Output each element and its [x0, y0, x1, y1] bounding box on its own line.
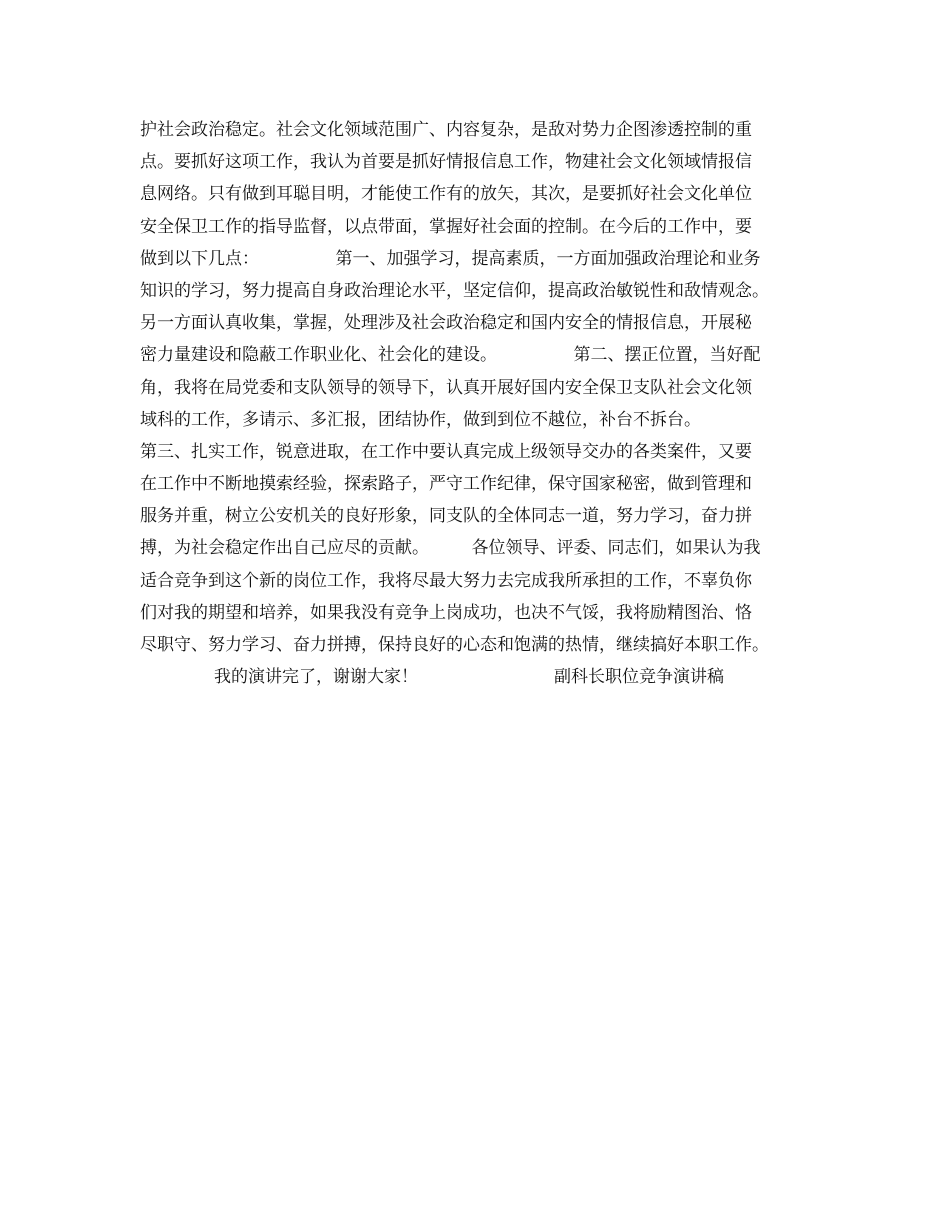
- text-line: 角，我将在局党委和支队领导的领导下，认真开展好国内安全保卫支队社会文化领: [140, 377, 752, 398]
- text-line: 域科的工作，多请示、多汇报，团结协作，做到到位不越位，补台不拆台。: [140, 409, 701, 430]
- text-line: 点。要抓好这项工作，我认为首要是抓好情报信息工作，物建社会文化领域情报信: [140, 152, 752, 173]
- text-line: 搏，为社会稳定作出自己应尽的贡献。 各位领导、评委、同志们，如果认为我: [140, 538, 761, 559]
- text-line: 安全保卫工作的指导监督，以点带面，掌握好社会面的控制。在今后的工作中，要: [140, 216, 752, 237]
- text-line: 服务并重，树立公安机关的良好形象，同支队的全体同志一道，努力学习，奋力拼: [140, 506, 752, 527]
- text-line: 知识的学习，努力提高自身政治理论水平，坚定信仰，提高政治敏锐性和敌情观念。: [140, 280, 769, 301]
- text-line: 适合竞争到这个新的岗位工作，我将尽最大努力去完成我所承担的工作，不辜负你: [140, 570, 752, 591]
- text-line: 密力量建设和隐蔽工作职业化、社会化的建设。 第二、摆正位置，当好配: [140, 345, 761, 366]
- text-line: 另一方面认真收集，掌握，处理涉及社会政治稳定和国内安全的情报信息，开展秘: [140, 313, 752, 334]
- closing-line: 我的演讲完了，谢谢大家！ 副科长职位竞争演讲稿: [214, 667, 724, 688]
- text-line: 第三、扎实工作，锐意进取，在工作中要认真完成上级领导交办的各类案件，又要: [140, 441, 752, 462]
- text-line: 护社会政治稳定。社会文化领域范围广、内容复杂，是敌对势力企图渗透控制的重: [140, 120, 752, 140]
- speech-body: [140, 114, 830, 693]
- text-line: 息网络。只有做到耳聪目明，才能使工作有的放矢，其次，是要抓好社会文化单位: [140, 184, 752, 205]
- text-line: 尽职守、努力学习、奋力拼搏，保持良好的心态和饱满的热情，继续搞好本职工作。: [140, 635, 769, 655]
- text-line: 们对我的期望和培养，如果我没有竞争上岗成功，也决不气馁，我将励精图治、恪: [140, 602, 752, 623]
- text-line: 做到以下几点： 第一、加强学习，提高素质，一方面加强政治理论和业务: [140, 248, 761, 269]
- text-line: 在工作中不断地摸索经验，探索路子，严守工作纪律，保守国家秘密，做到管理和: [140, 474, 752, 495]
